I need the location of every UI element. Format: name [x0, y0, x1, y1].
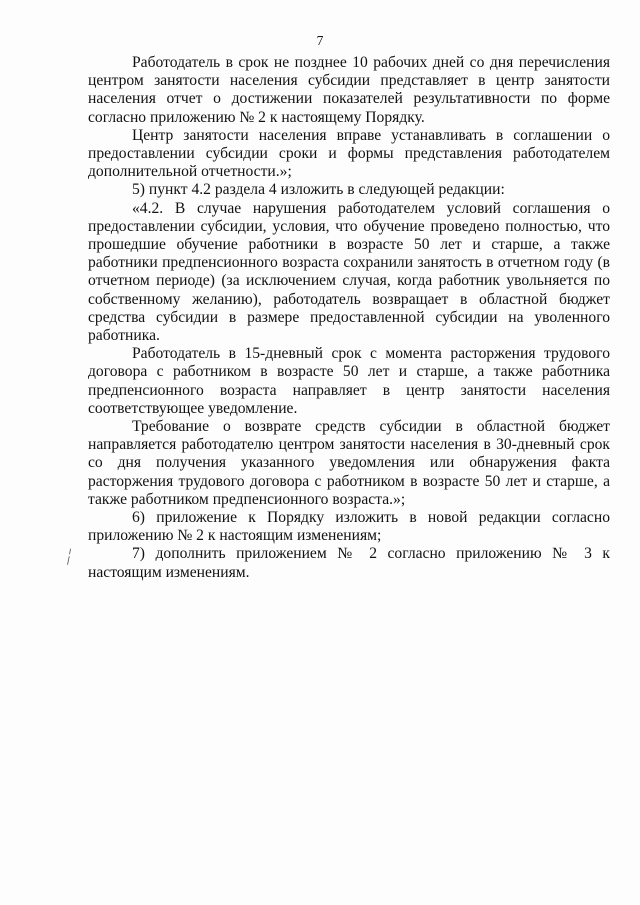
paragraph-additional-reporting: Центр занятости населения вправе устанавливать в соглашении о предоставлении субсидии сроки и формы представления работодателем дополнительной отчетности.»; — [88, 126, 610, 181]
paragraph-item-7: 7) дополнить приложением № 2 согласно приложению № 3 к настоящим изменениям. — [88, 545, 610, 581]
paragraph-item-5: 5) пункт 4.2 раздела 4 изложить в следующей редакции: — [132, 181, 505, 199]
paragraph-clause-4-2: «4.2. В случае нарушения работодателем условий соглашения о предоставлении субсидии, условия, что обучение проведено полностью, что прошедшие обучение работники в возрасте 50 лет и старше, а также работники предпенсионного возраста сохранили занятость в отчетном году (в отчетном периоде) (за исключением случая, когда работник увольняется по собственному желанию), работодатель возвращает в областной бюджет средства субсидии в размере предоставленной субсидии на уволенного работника. — [88, 199, 610, 345]
paragraph-item-6: 6) приложение к Порядку изложить в новой редакции согласно приложению № 2 к настоящим изменениям; — [88, 509, 610, 545]
document-body — [88, 54, 610, 582]
paragraph-report-deadline: Работодатель в срок не позднее 10 рабочих дней со дня перечисления центром занятости населения субсидии представляет в центр занятости населения отчет о достижении показателей результативности по форме согласно приложению № 2 к настоящему Порядку. — [88, 54, 610, 126]
margin-pen-mark — [66, 548, 72, 566]
paragraph-refund-requirement: Требование о возврате средств субсидии в областной бюджет направляется работодателю центром занятости населения в 30-дневный срок со дня получения указанного уведомления или обнаружения факта расторжения трудового договора с работником в возрасте 50 лет и старше, а также работником предпенсионного возраста.»; — [88, 418, 610, 508]
page-number: 7 — [316, 33, 324, 48]
paragraph-dismissal-notice: Работодатель в 15-дневный срок с момента расторжения трудового договора с работником в возрасте 50 лет и старше, а также работника предпенсионного возраста направляет в центр занятости населения соответствующее уведомление. — [88, 345, 610, 417]
